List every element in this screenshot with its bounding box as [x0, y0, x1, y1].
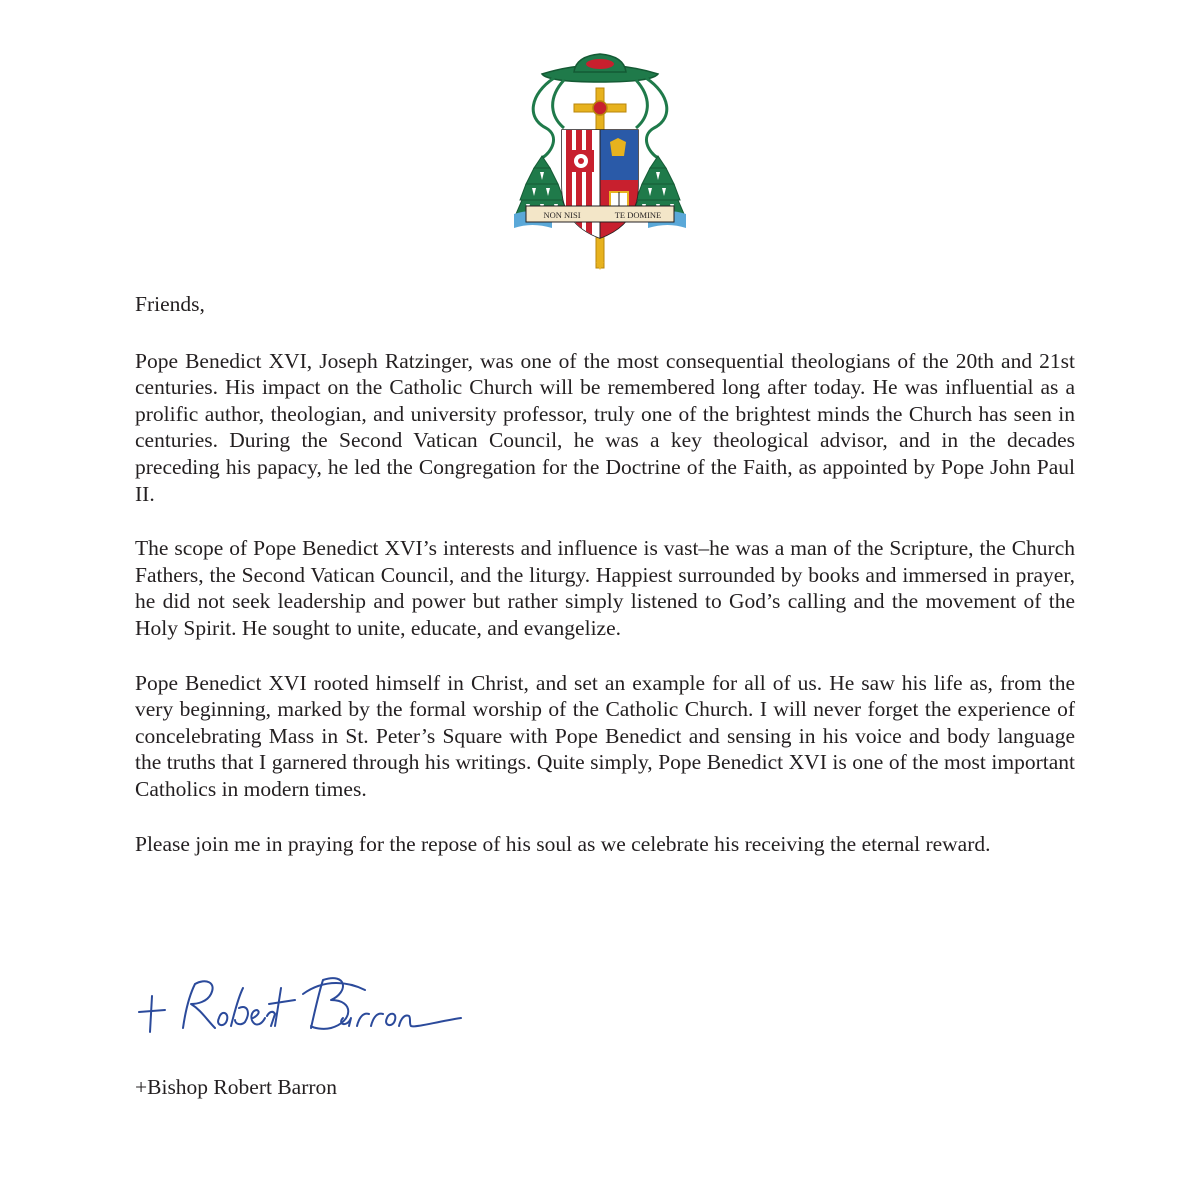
letter-paragraph-1: Pope Benedict XVI, Joseph Ratzinger, was one of the most consequential theologians of the 20th and 21st centuries. His impact on the Catholic Church will be remembered long after today. He was influential as a prolific author, theologian, and university professor, truly one of the brightest minds the Church has seen in centuries. During the Second Vatican Council, he was a key theological advisor, and in the decades preceding his papacy, he led the Congregation for the Doctrine of the Faith, as appointed by Pope John Paul II. — [135, 348, 1075, 506]
letter-paragraph-4: Please join me in praying for the repose of his soul as we celebrate his receiving the eternal reward. — [135, 831, 991, 856]
crest-motto-left: NON NISI — [543, 210, 581, 220]
signer-name: +Bishop Robert Barron — [135, 1075, 338, 1099]
salutation: Friends, — [135, 292, 205, 316]
crest-motto-right: TE DOMINE — [614, 210, 662, 220]
handwritten-signature — [135, 968, 475, 1058]
letter-body — [135, 291, 1075, 885]
letter-paragraph-2: The scope of Pope Benedict XVI’s interests and influence is vast–he was a man of the Scripture, the Church Fathers, the Second Vatican Council, and the liturgy. Happiest surrounded by books and immersed in prayer, he did not seek leadership and power but rather simply listened to God’s calling and the movement of the Holy Spirit. He sought to unite, educate, and evangelize. — [135, 536, 1075, 640]
letter-paragraph-3: Pope Benedict XVI rooted himself in Christ, and set an example for all of us. He saw his life as, from the very beginning, marked by the formal worship of the Catholic Church. I will never forget the experience of concelebrating Mass in St. Peter’s Square with Pope Benedict and sensing in his voice and body language the truths that I garnered through his writings. Quite simply, Pope Benedict XVI is one of the most important Catholics in modern times. — [135, 670, 1075, 801]
coat-of-arms-logo — [512, 48, 688, 272]
